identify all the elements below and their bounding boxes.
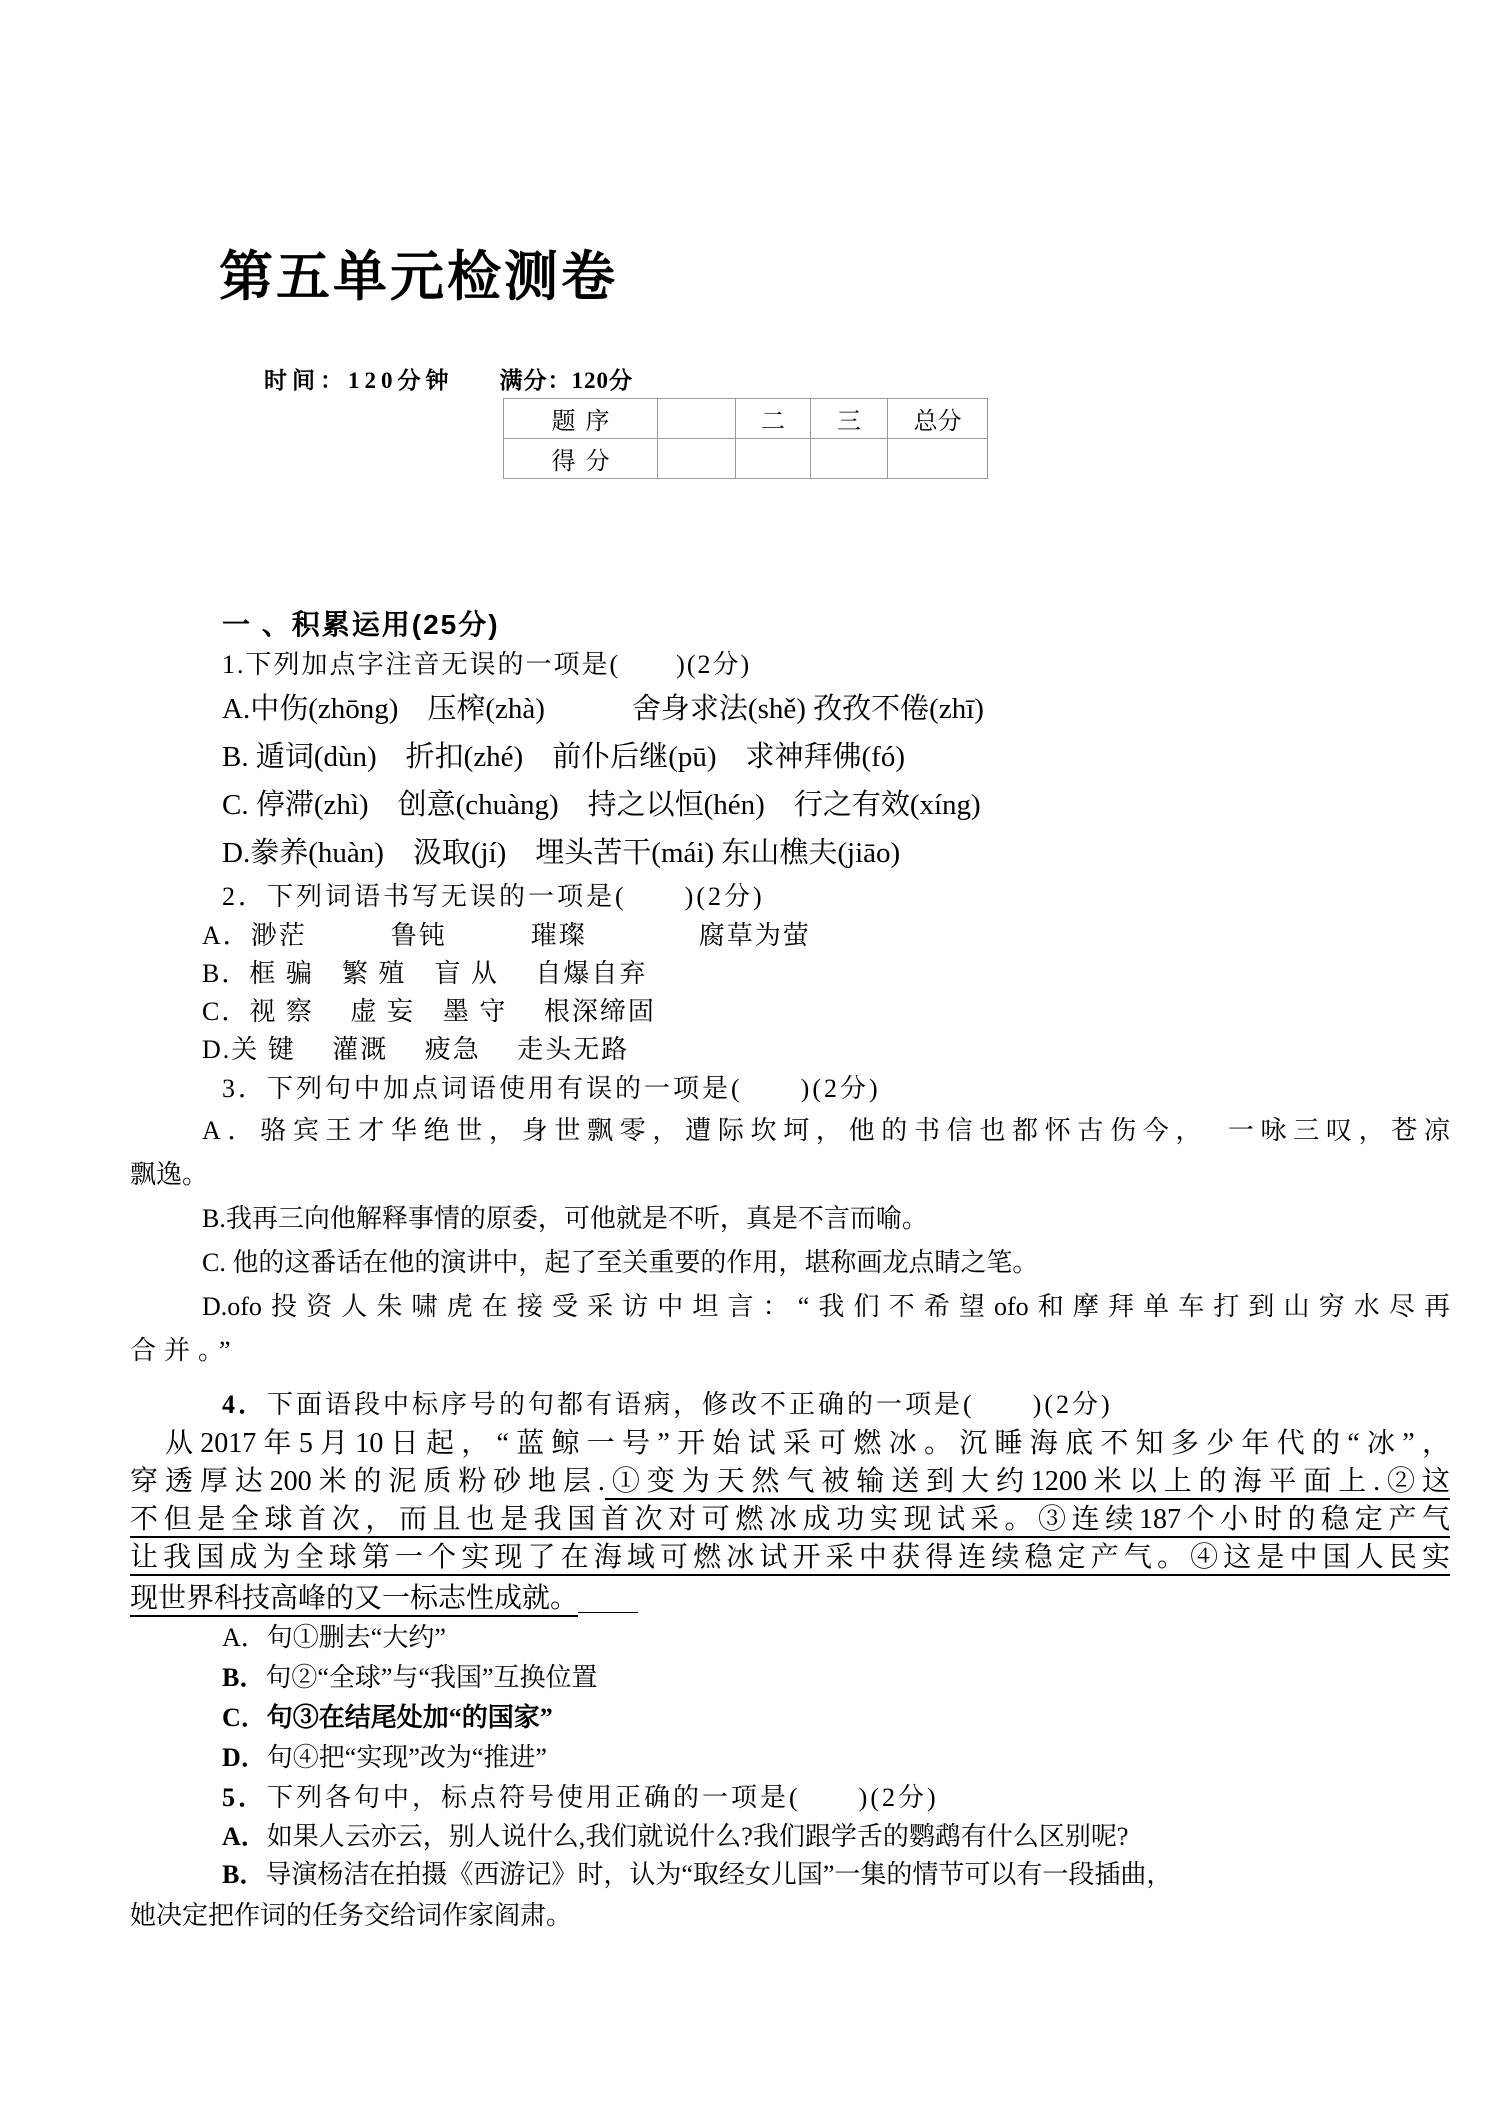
q4-option-c [130, 1698, 1450, 1738]
q4-option-d-text: 句④把“实现”改为“推进” [266, 1743, 547, 1772]
q4-paragraph-line2-plain: 穿透厚达200米的泥质粉砂地层. [130, 1466, 605, 1497]
q4-option-a-label: A． [222, 1623, 267, 1652]
meta-row [264, 362, 633, 395]
q4-option-a [130, 1618, 1450, 1658]
q1-option-d: D.豢养(huàn) 汲取(jí) 埋头苦干(mái) 东山樵夫(jiāo) [222, 837, 901, 869]
q2-option-b: B．框 骗 繁 殖 盲 从 自爆自弃 [202, 959, 648, 988]
q5-stem-text: 下列各句中，标点符号使用正确的一项是( )(2分) [267, 1783, 939, 1812]
q4-paragraph-line1: 从2017年5月10日起，“蓝鲸一号”开始试采可燃冰。沉睡海底不知多少年代的“冰”， [165, 1428, 1450, 1459]
q1-option-c: C. 停滞(zhì) 创意(chuàng) 持之以恒(hén) 行之有效(xíng) [222, 789, 981, 821]
q3-option-c: C. 他的这番话在他的演讲中，起了至关重要的作用，堪称画龙点睛之笔。 [202, 1248, 1039, 1277]
score-table [503, 398, 988, 479]
q3-option-d-line1: D.ofo投资人朱啸虎在接受采访中坦言：“我们不希望ofo和摩拜单车打到山穷水尽再 [202, 1292, 1450, 1321]
q4-paragraph-line2 [130, 1463, 1450, 1501]
score-table-cell-score-1 [658, 439, 736, 479]
q4-paragraph-line5 [130, 1577, 1450, 1618]
q3-stem: 3．下列句中加点词语使用有误的一项是( )(2分) [222, 1074, 881, 1103]
page-title: 第五单元检测卷 [219, 247, 618, 307]
q2-option-c: C．视 察 虚 妄 墨 守 根深缔固 [202, 997, 656, 1026]
q1-stem: 1.下列加点字注音无误的一项是( )(2分) [222, 650, 752, 679]
q2-stem: 2．下列词语书写无误的一项是( )(2分) [222, 882, 765, 911]
q4-paragraph-line2-underlined: ①变为天然气被输送到大约1200米以上的海平面上.②这 [604, 1466, 1450, 1497]
q5-option-b-label: B． [222, 1860, 266, 1889]
q2-option-a: A．渺茫 鲁钝 璀璨 腐草为萤 [202, 921, 811, 950]
q4-stem-number: 4． [222, 1390, 268, 1419]
score-table-cell-score-total [888, 439, 988, 479]
q5-option-a-label: A． [222, 1822, 267, 1851]
section-heading: 一 、积累运用(25分) [222, 609, 500, 640]
q4-paragraph-line4: 让我国成为全球第一个实现了在海域可燃冰试开采中获得连续稳定产气。④这是中国人民实 [130, 1542, 1450, 1573]
q5-option-a-text: 如果人云亦云，别人说什么,我们就说什么?我们跟学舌的鹦鹉有什么区别呢? [266, 1822, 1129, 1851]
q5-option-b-line2: 她决定把作词的任务交给词作家阎肃。 [130, 1901, 573, 1930]
q5-option-b-line1 [130, 1856, 1450, 1894]
score-table-cell-section-3: 三 [811, 399, 888, 439]
q4-option-c-label: C． [222, 1703, 267, 1732]
q3-option-b: B.我再三向他解释事情的原委，可他就是不听，真是不言而喻。 [202, 1204, 928, 1233]
q3-option-d-line2: 合并。” [130, 1336, 239, 1365]
q1-option-a: A.中伤(zhōng) 压榨(zhà) 舍身求法(shě) 孜孜不倦(zhī) [222, 693, 984, 725]
score-table-score-row [504, 439, 988, 479]
q2-option-d: D.关 键 灌溉 疲急 走头无路 [202, 1035, 630, 1064]
exam-content [130, 605, 1450, 1938]
q5-stem [130, 1778, 1450, 1818]
q4-option-b-text: 句②“全球”与“我国”互换位置 [265, 1663, 598, 1692]
q1-option-b: B. 遁词(dùn) 折扣(zhé) 前仆后继(pū) 求神拜佛(fó) [222, 741, 906, 773]
q4-stem [130, 1385, 1450, 1425]
q4-option-b-label: B． [222, 1663, 266, 1692]
score-table-cell-total: 总分 [888, 399, 988, 439]
q5-stem-number: 5． [222, 1783, 268, 1812]
q4-option-a-text: 句①删去“大约” [266, 1623, 446, 1652]
score-table-cell-score-label: 得分 [504, 439, 658, 479]
q4-option-d-label: D． [222, 1743, 267, 1772]
score-table-cell-score-2 [736, 439, 811, 479]
time-info: 时间：120分钟 [264, 368, 454, 393]
q4-option-c-text: 句③在结尾处加“的国家” [266, 1703, 553, 1732]
score-table-cell-section-2: 二 [736, 399, 811, 439]
q5-option-a [130, 1818, 1450, 1856]
q3-option-a-line2: 飘逸。 [130, 1160, 209, 1189]
score-table-header-row [504, 399, 988, 439]
q4-stem-text: 下面语段中标序号的句都有语病，修改不正确的一项是( )(2分) [267, 1390, 1113, 1419]
q4-underline-tail [578, 1583, 638, 1613]
full-score-info: 满分：120分 [499, 368, 633, 393]
q4-paragraph-line3: 不但是全球首次，而且也是我国首次对可燃冰成功实现试采。③连续187个小时的稳定产气 [130, 1504, 1450, 1535]
q5-option-b-text: 导演杨洁在拍摄《西游记》时，认为“取经女儿国”一集的情节可以有一段插曲， [265, 1860, 1173, 1889]
q4-option-d [130, 1738, 1450, 1778]
score-table-cell-score-3 [811, 439, 888, 479]
score-table-cell-question-order: 题序 [504, 399, 658, 439]
q4-option-b [130, 1658, 1450, 1698]
q3-option-a-line1: A．骆宾王才华绝世，身世飘零，遭际坎坷，他的书信也都怀古伤今， 一咏三叹，苍凉 [202, 1116, 1450, 1145]
score-table-cell-section-1 [658, 399, 736, 439]
q4-paragraph-line5-text: 现世界科技高峰的又一标志性成就。 [130, 1583, 579, 1614]
